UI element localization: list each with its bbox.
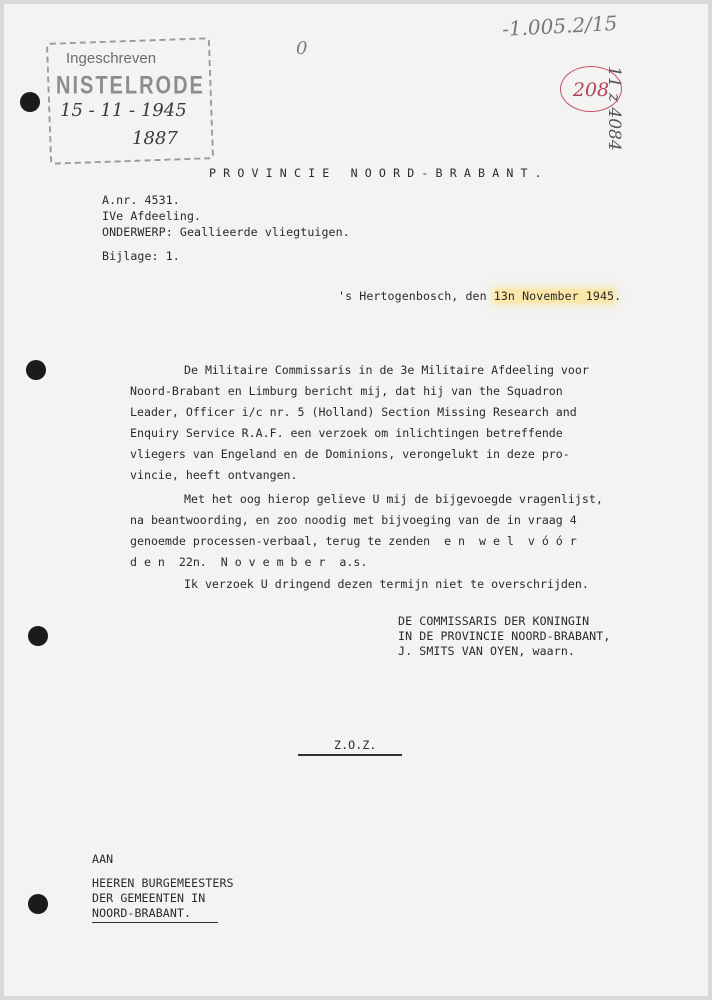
punch-hole-3 — [28, 626, 48, 646]
body-line: d e n 22n. N o v e m b e r a.s. — [130, 555, 368, 569]
dateline-date: 13n November 1945 — [493, 289, 615, 303]
zoz-underline — [298, 754, 402, 756]
circled-number-text: 208 — [572, 79, 610, 101]
body-line: Leader, Officer i/c nr. 5 (Holland) Section Missing Research and — [130, 405, 577, 419]
body-line: vincie, heeft ontvangen. — [130, 468, 298, 482]
handwritten-side-reference: 11 z 4084 — [604, 66, 624, 151]
dateline-place: 's Hertogenbosch, den — [338, 289, 494, 303]
body-line: vliegers van Engeland en de Dominions, verongelukt in deze pro- — [130, 447, 570, 461]
addressee-line-3: NOORD-BRABANT. — [92, 906, 192, 920]
punch-hole-1 — [20, 92, 40, 112]
letterhead-title: P R O V I N C I E N O O R D - B R A B A N T . — [209, 166, 542, 180]
department: IVe Afdeeling. — [102, 209, 202, 223]
punch-hole-4 — [28, 894, 48, 914]
enclosure: Bijlage: 1. — [102, 249, 180, 263]
signature-name: J. SMITS VAN OYEN, waarn. — [398, 644, 576, 658]
reference-number: A.nr. 4531. — [102, 193, 180, 207]
punch-hole-2 — [26, 360, 46, 380]
body-line: Noord-Brabant en Limburg bericht mij, dat hij van the Squadron — [130, 384, 563, 398]
addressee-underline — [92, 922, 218, 923]
handwritten-mark: 0 — [296, 38, 308, 59]
document-page — [4, 4, 708, 996]
body-line: genoemde processen-verbaal, terug te zenden e n w e l v ó ó r — [130, 534, 577, 548]
body-line: Enquiry Service R.A.F. een verzoek om inlichtingen betreffende — [130, 426, 563, 440]
stamp-number: 1887 — [132, 128, 178, 149]
addressee-label: AAN — [92, 852, 114, 866]
signature-province: IN DE PROVINCIE NOORD-BRABANT, — [398, 629, 611, 643]
body-line: Met het oog hierop gelieve U mij de bijgevoegde vragenlijst, — [184, 492, 603, 506]
please-turn-over: Z.O.Z. — [334, 738, 377, 752]
addressee-line-2: DER GEMEENTEN IN — [92, 891, 206, 905]
dateline — [338, 291, 621, 303]
stamp-municipality: NISTELRODE — [56, 72, 205, 100]
addressee-line-1: HEEREN BURGEMEESTERS — [92, 876, 234, 890]
stamp-label: Ingeschreven — [66, 50, 157, 67]
subject: ONDERWERP: Geallieerde vliegtuigen. — [102, 225, 350, 239]
dateline-end: . — [614, 289, 622, 303]
signature-title: DE COMMISSARIS DER KONINGIN — [398, 614, 590, 628]
handwritten-reference: -1.005.2/15 — [501, 10, 618, 42]
body-line: De Militaire Commissaris in de 3e Militaire Afdeeling voor — [184, 363, 589, 377]
stamp-date: 15 - 11 - 1945 — [60, 100, 187, 121]
body-line: Ik verzoek U dringend dezen termijn niet te overschrijden. — [184, 577, 589, 591]
body-line: na beantwoording, en zoo noodig met bijvoeging van de in vraag 4 — [130, 513, 577, 527]
circled-page-number — [560, 66, 622, 112]
registration-stamp — [48, 40, 218, 166]
